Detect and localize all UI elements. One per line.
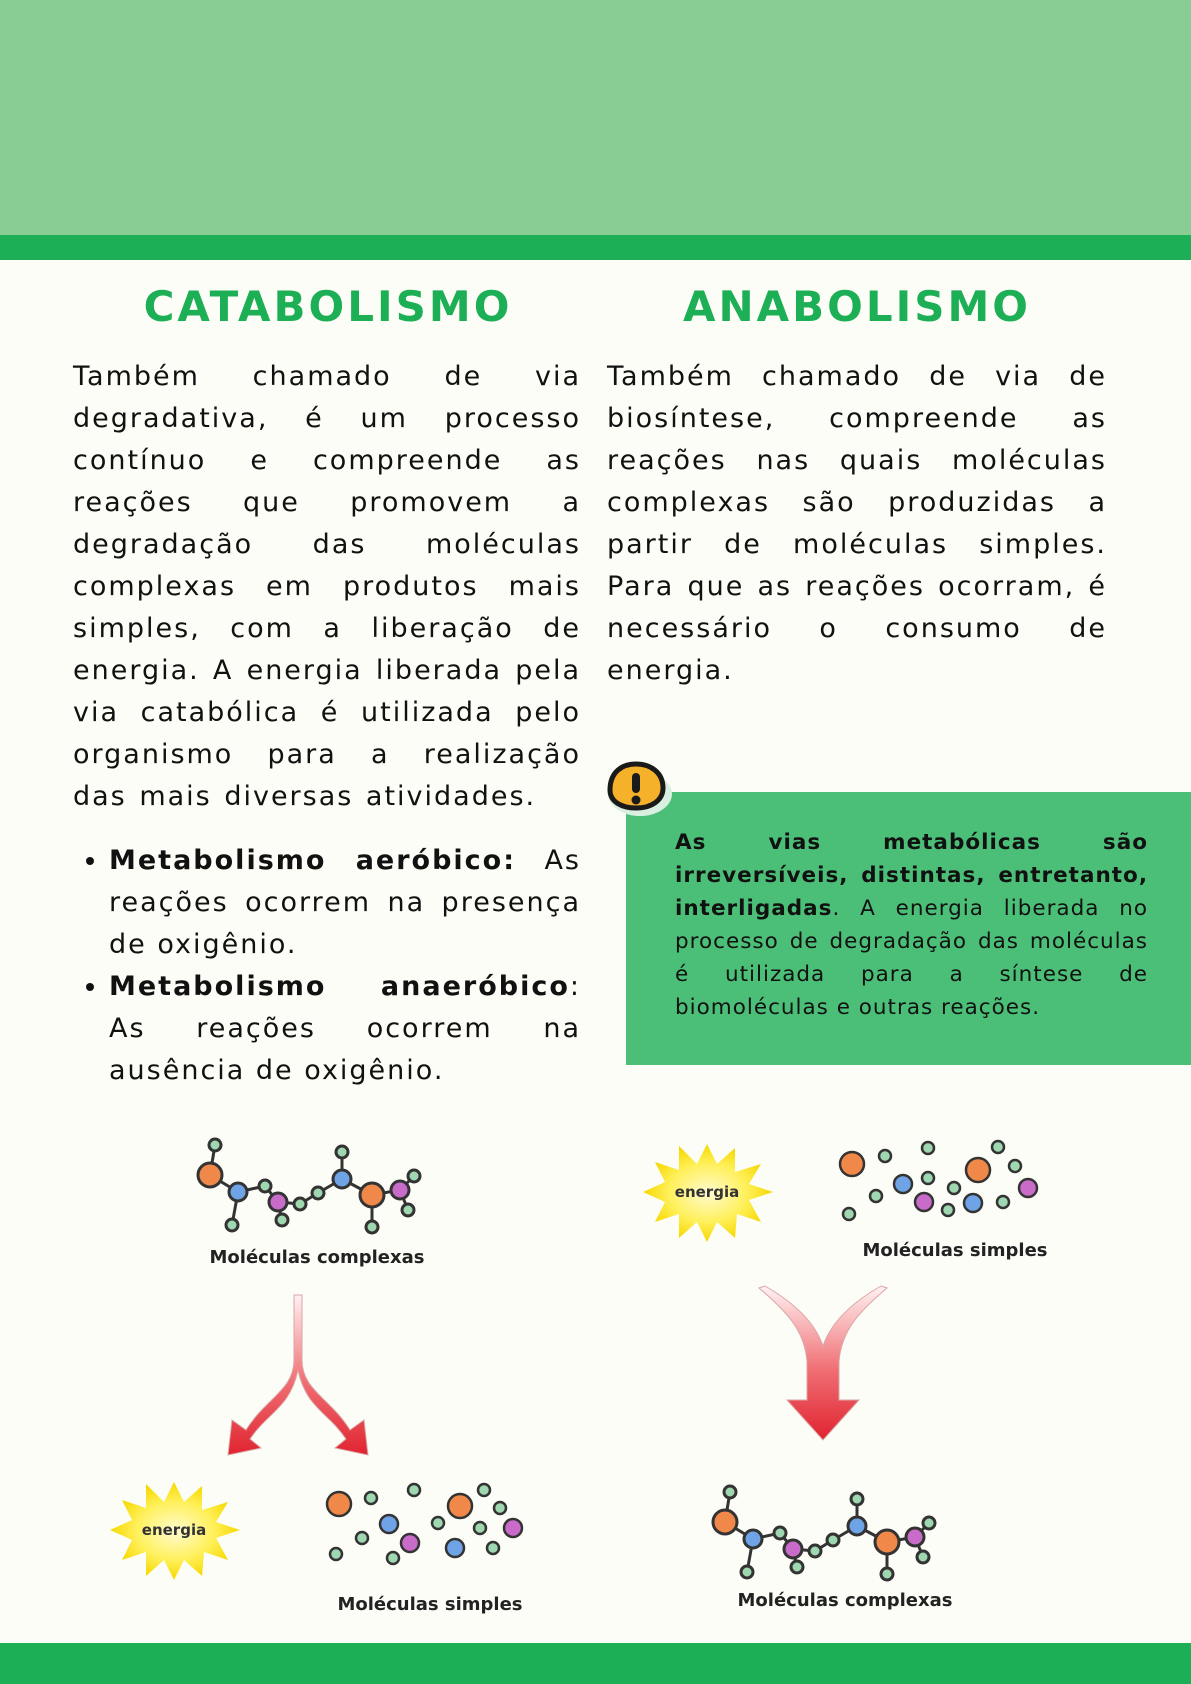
warning-icon <box>600 752 674 822</box>
complex-molecules-label: Moléculas complexas <box>737 1590 953 1611</box>
catabolism-diagram <box>110 1130 550 1620</box>
note-rest: . A energia liberada no processo de degradação das moléculas é utilizada para a síntese de biomoléculas e outras reações. <box>675 896 1148 1020</box>
bullet-text: : As reações ocorrem na ausência de oxigênio. <box>109 971 581 1086</box>
simple-molecules-label: Moléculas simples <box>337 1594 523 1615</box>
energy-label: energia <box>141 1521 207 1539</box>
bullet-term: Metabolismo anaeróbico <box>109 971 570 1002</box>
anabolism-title: ANABOLISMO <box>682 282 1031 331</box>
simple-molecules <box>327 1484 522 1564</box>
simple-molecules <box>840 1141 1037 1220</box>
anabolism-diagram <box>635 1130 1075 1620</box>
energy-burst <box>110 1482 240 1580</box>
bullet-term: Metabolismo aeróbico: <box>109 845 517 876</box>
complex-molecule <box>713 1486 935 1580</box>
merge-arrow-icon <box>759 1286 887 1440</box>
list-item <box>109 840 581 966</box>
complex-molecule <box>198 1139 420 1233</box>
split-arrow-icon <box>228 1295 368 1455</box>
header-strip <box>0 235 1191 260</box>
note-text <box>675 826 1148 1024</box>
bullet-text: As reações ocorrem na presença de oxigênio. <box>109 845 581 960</box>
list-item <box>109 966 581 1092</box>
complex-molecules-label: Moléculas complexas <box>209 1247 425 1268</box>
note-bold: As vias metabólicas são irreversíveis, distintas, entretanto, interligadas <box>675 830 1148 921</box>
header-banner <box>0 0 1191 235</box>
anabolism-description: Também chamado de via de biosíntese, compreende as reações nas quais moléculas complexas são produzidas a partir de moléculas simples. Para que as reações ocorram, é necessário o consumo de energia. <box>607 361 1107 686</box>
energy-label: energia <box>674 1183 740 1201</box>
catabolism-title: CATABOLISMO <box>143 282 513 331</box>
metabolism-types-list <box>73 840 581 1092</box>
simple-molecules-label: Moléculas simples <box>862 1240 1048 1261</box>
catabolism-description: Também chamado de via degradativa, é um processo contínuo e compreende as reações que promovem a degradação das moléculas complexas em produtos mais simples, com a liberação de energia. A energia liberada pela via catabólica é utilizada pelo organismo para a realização das mais diversas atividades. <box>73 361 581 812</box>
energy-burst <box>643 1144 773 1242</box>
footer-strip <box>0 1643 1191 1684</box>
